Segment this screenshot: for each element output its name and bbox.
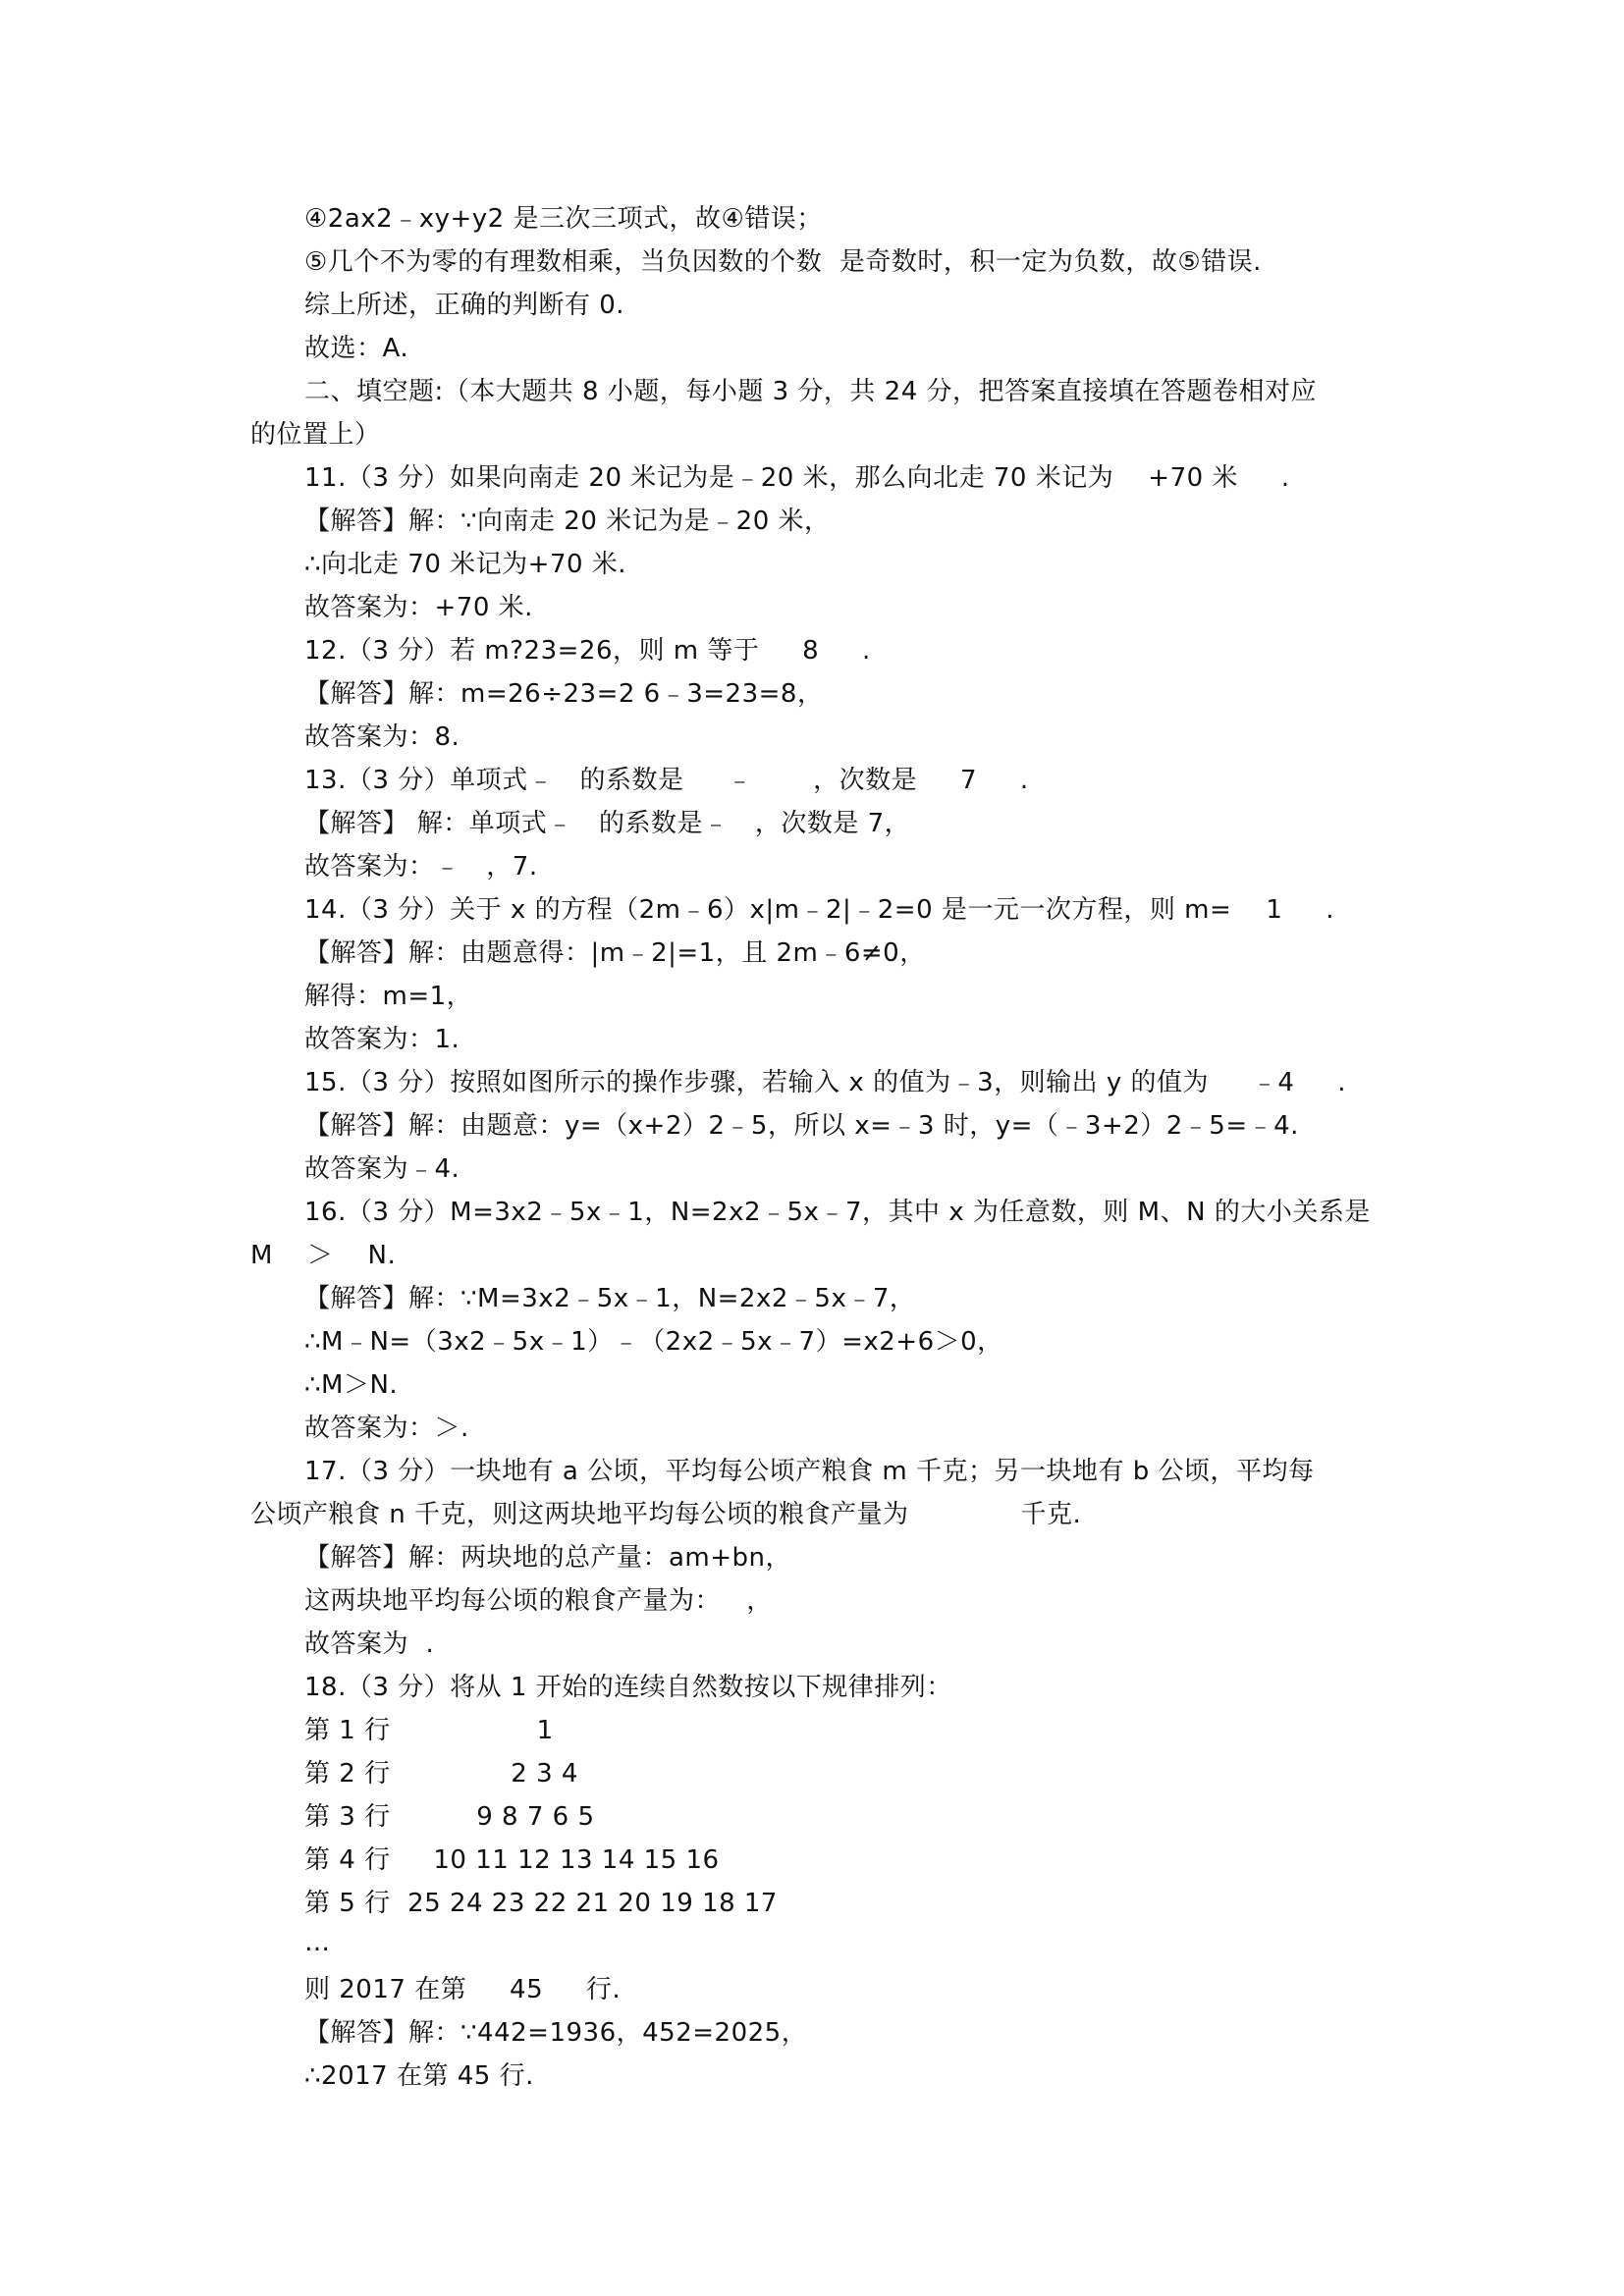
- answer-line: 故答案为：+70 米.: [304, 593, 533, 622]
- solution-line: 【解答】解：两块地的总产量：am+bn，: [304, 1543, 792, 1573]
- ellipsis: …: [304, 1928, 331, 1957]
- question-16: 16.（3 分）M=3x2﹣5x﹣1，N=2x2﹣5x﹣7，其中 x 为任意数，则 M、N 的大小关系是: [304, 1198, 1371, 1227]
- section-heading-cont: 的位置上）: [250, 420, 381, 450]
- pattern-row: 第 3 行 9 8 7 6 5: [304, 1802, 595, 1832]
- solution-line: ∴2017 在第 45 行.: [304, 2061, 534, 2091]
- solution-line: 【解答】解：由题意得：|m﹣2|=1，且 2m﹣6≠0，: [304, 938, 926, 968]
- question-17-cont: 公顷产粮食 n 千克，则这两块地平均每公顷的粮食产量为 千克.: [250, 1500, 1082, 1529]
- solution-line: ∴M＞N.: [304, 1370, 399, 1400]
- solution-line: ∴向北走 70 米记为+70 米.: [304, 550, 627, 579]
- answer-line: 故答案为：8.: [304, 722, 460, 752]
- solution-line: 【解答】 解：单项式﹣ 的系数是﹣ ，次数是 7，: [304, 809, 911, 838]
- question-13: 13.（3 分）单项式﹣ 的系数是 ﹣ ，次数是 7 .: [304, 766, 1029, 795]
- solution-line: ∴M﹣N=（3x2﹣5x﹣1）﹣（2x2﹣5x﹣7）=x2+6＞0，: [304, 1327, 1003, 1357]
- answer-line: 故答案为﹣4.: [304, 1154, 460, 1184]
- question-17: 17.（3 分）一块地有 a 公顷，平均每公顷产粮食 m 千克；另一块地有 b 公顷，平均每: [304, 1457, 1315, 1486]
- text-line: ⑤几个不为零的有理数相乘，当负因数的个数 是奇数时，积一定为负数，故⑤错误.: [304, 247, 1262, 277]
- text-line: 故选：A.: [304, 334, 409, 363]
- solution-line: 这两块地平均每公顷的粮食产量为： ，: [304, 1586, 773, 1616]
- text-line: ④2ax2﹣xy+y2 是三次三项式，故④错误；: [304, 204, 823, 234]
- pattern-row: 第 5 行 25 24 23 22 21 20 19 18 17: [304, 1889, 778, 1918]
- answer-line: 故答案为：﹣ ，7.: [304, 852, 538, 881]
- answer-line: 故答案为：1.: [304, 1025, 460, 1054]
- solution-line: 解得：m=1，: [304, 982, 473, 1011]
- solution-line: 【解答】解：m=26÷23=2 6﹣3=23=8，: [304, 679, 824, 709]
- solution-line: 【解答】解：∵向南走 20 米记为是﹣20 米，: [304, 507, 831, 536]
- answer-line: 故答案为：＞.: [304, 1414, 469, 1443]
- pattern-row: 第 2 行 2 3 4: [304, 1759, 578, 1789]
- question-15: 15.（3 分）按照如图所示的操作步骤，若输入 x 的值为﹣3，则输出 y 的值为 ﹣4 .: [304, 1068, 1346, 1097]
- question-14: 14.（3 分）关于 x 的方程（2m﹣6）x|m﹣2|﹣2=0 是一元一次方程，则 m= 1 .: [304, 895, 1334, 925]
- section-heading: 二、填空题:（本大题共 8 小题，每小题 3 分，共 24 分，把答案直接填在答题卷相对应: [304, 377, 1318, 406]
- solution-line: 【解答】解：∵442=1936，452=2025，: [304, 2018, 808, 2048]
- solution-line: 【解答】解：由题意：y=（x+2）2﹣5，所以 x=﹣3 时，y=（﹣3+2）2﹣5=﹣4.: [304, 1111, 1299, 1141]
- question-18: 18.（3 分）将从 1 开始的连续自然数按以下规律排列：: [304, 1673, 952, 1702]
- pattern-row: 第 1 行 1: [304, 1716, 554, 1745]
- question-16-cont: M ＞ N.: [250, 1241, 397, 1270]
- solution-line: 【解答】解：∵M=3x2﹣5x﹣1，N=2x2﹣5x﹣7，: [304, 1284, 916, 1313]
- question-11: 11.（3 分）如果向南走 20 米记为是﹣20 米，那么向北走 70 米记为 +70 米 .: [304, 463, 1290, 493]
- answer-line: 故答案为 .: [304, 1629, 435, 1659]
- text-line: 综上所述，正确的判断有 0.: [304, 291, 625, 320]
- pattern-row: 第 4 行 10 11 12 13 14 15 16: [304, 1845, 720, 1875]
- question-18-ask: 则 2017 在第 45 行.: [304, 1975, 622, 2004]
- question-12: 12.（3 分）若 m?23=26，则 m 等于 8 .: [304, 636, 871, 666]
